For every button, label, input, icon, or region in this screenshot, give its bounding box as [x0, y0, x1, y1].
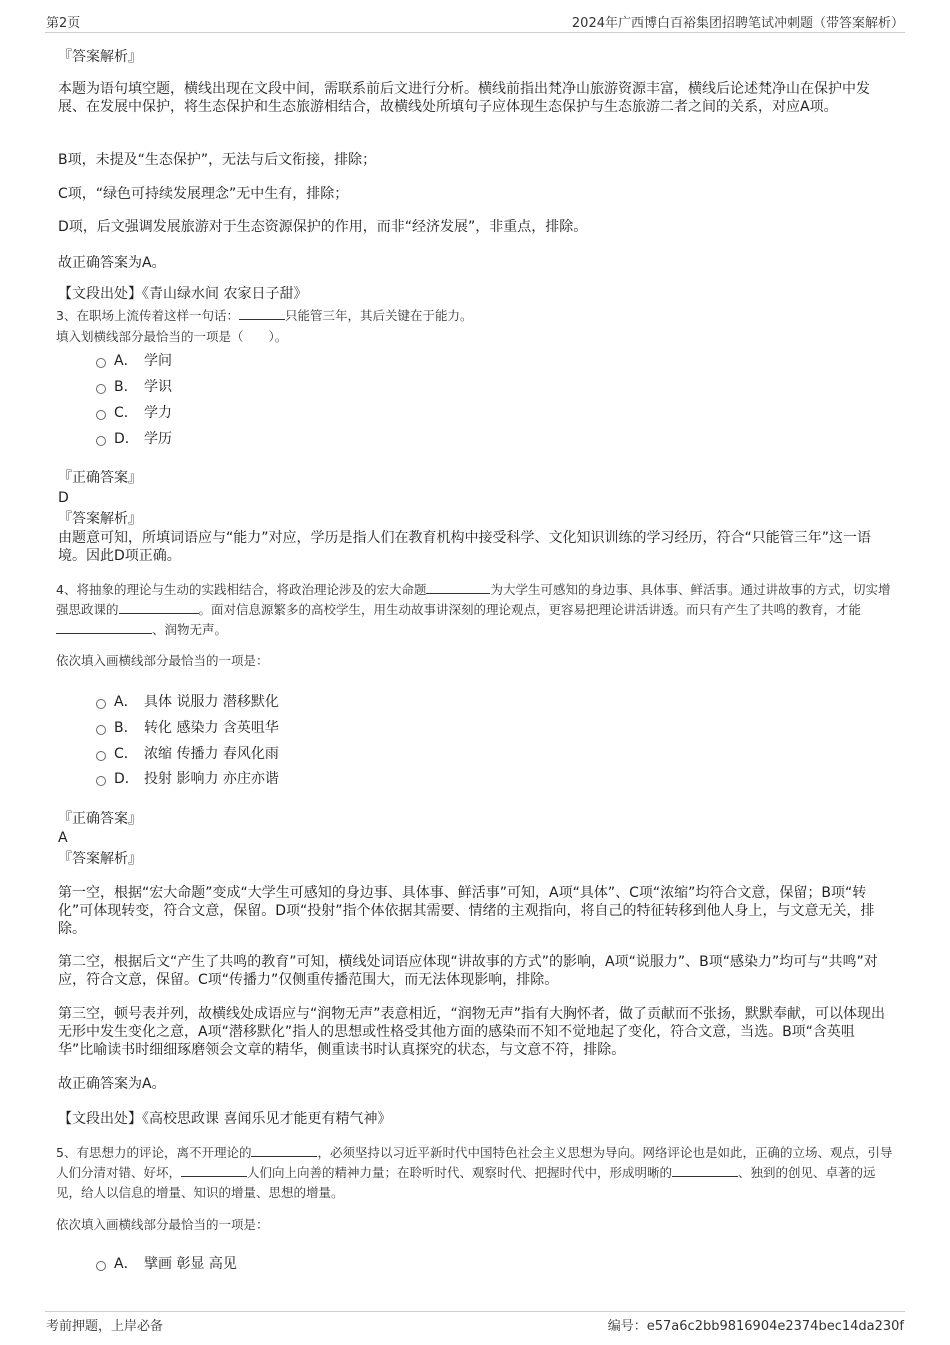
header-divider [45, 32, 905, 33]
option-text: 学问 [144, 353, 172, 369]
q4-stem [56, 580, 896, 640]
q3-analysis-label: 『答案解析』 [58, 511, 142, 527]
q4-answer: A [58, 830, 68, 846]
radio-icon[interactable] [96, 1261, 106, 1271]
option-text: 学识 [144, 379, 172, 395]
radio-icon[interactable] [96, 776, 106, 786]
q4-stem-part: 为大学生可感知的身边事、具体事、鲜活事。通过讲故事的方式，切实增强思政课的 [56, 582, 891, 617]
q5-option-a[interactable] [96, 1253, 237, 1273]
radio-icon[interactable] [96, 410, 106, 420]
footer-serial: 编号：e57a6c2bb9816904e2374bec14da230f [607, 1319, 904, 1334]
q5-stem-part: 5、有思想力的评论，离不开理论的 [56, 1145, 252, 1160]
q5-stem-part: ，必须坚持以习近平新时代中国特色社会主义思想为导向。网络评论也是如此，正确的立场、观点，引导人们分清对错、好坏， [56, 1145, 893, 1180]
q4-blank-3 [56, 620, 152, 634]
q4-prompt: 依次填入画横线部分最恰当的一项是： [56, 653, 269, 668]
q3-stem-end: 只能管三年，其后关键在于能力。 [284, 308, 473, 323]
q2-analysis-p4: D项，后文强调发展旅游对于生态资源保护的作用，而非“经济发展”，非重点，排除。 [58, 219, 588, 235]
q4-stem-part: 。面对信息源繁多的高校学生，用生动故事讲深刻的理论观点，更容易把理论讲活讲透。而只有产生了共鸣的教育，才能 [198, 602, 862, 617]
q5-prompt: 依次填入画横线部分最恰当的一项是： [56, 1217, 269, 1232]
option-letter: C． [114, 746, 138, 762]
q3-option-a[interactable] [96, 350, 172, 370]
q5-blank-1 [251, 1143, 317, 1157]
q4-option-d[interactable] [96, 768, 279, 788]
q2-analysis-label: 『答案解析』 [58, 49, 142, 65]
q4-blank-1 [426, 580, 490, 594]
option-text: 学力 [144, 405, 172, 421]
radio-icon[interactable] [96, 436, 106, 446]
q4-source: 【文段出处】《高校思政课 喜闻乐见才能更有精气神》 [58, 1111, 392, 1127]
option-text: 学历 [144, 431, 172, 447]
q3-option-d[interactable] [96, 428, 172, 448]
q2-analysis-p1: 本题为语句填空题，横线出现在文段中间，需联系前后文进行分析。横线前指出梵净山旅游资源丰富，横线后论述梵净山在保护中发展、在发展中保护，将生态保护和生态旅游相结合，故横线处所填句子应体现生态保护与生态旅游二者之间的关系，对应A项。 [58, 81, 870, 115]
q4-analysis-p2: 第二空，根据后文“产生了共鸣的教育”可知，横线处词语应体现“讲故事的方式”的影响，A项“说服力”、B项“感染力”均可与“共鸣”对应，符合文意，保留。C项“传播力”仅侧重传播范围大，而无法体现影响，排除。 [58, 954, 878, 988]
q2-conclusion: 故正确答案为A。 [58, 255, 166, 271]
option-letter: A． [114, 1256, 138, 1272]
option-text: 擘画 彰显 高见 [144, 1256, 237, 1272]
q4-analysis-p1: 第一空，根据“宏大命题”变成“大学生可感知的身边事、具体事、鲜活事”可知，A项“具体”、C项“浓缩”均符合文意，保留；B项“转化”可体现转变，符合文意，保留。D项“投射”指个体依据其需要、情绪的主观指向，将自己的特征转移到他人身上，与文意无关，排除。 [58, 885, 875, 937]
q4-option-a[interactable] [96, 691, 279, 711]
q3-answer-label: 『正确答案』 [58, 470, 142, 486]
radio-icon[interactable] [96, 384, 106, 394]
q5-blank-3 [672, 1163, 738, 1177]
q3-analysis: 由题意可知，所填词语应与“能力”对应，学历是指人们在教育机构中接受科学、文化知识训练的学习经历，符合“只能管三年”这一语境。因此D项正确。 [58, 530, 872, 564]
page-number: 第2页 [46, 16, 81, 31]
q4-analysis-label: 『答案解析』 [58, 851, 142, 867]
document-title: 2024年广西博白百裕集团招聘笔试冲刺题（带答案解析） [571, 16, 904, 31]
q4-stem-part: 、润物无声。 [152, 622, 228, 637]
option-letter: A． [114, 353, 138, 369]
q2-analysis-p2: B项，未提及“生态保护”，无法与后文衔接，排除； [58, 152, 377, 168]
q5-stem-part: 、独到的创见、卓著的远见，给人以信息的增量、知识的增量、思想的增量。 [56, 1165, 876, 1200]
radio-icon[interactable] [96, 751, 106, 761]
q2-source: 【文段出处】《青山绿水间 农家日子甜》 [58, 286, 308, 302]
q4-stem-part: 4、将抽象的理论与生动的实践相结合，将政治理论涉及的宏大命题 [56, 582, 427, 597]
q5-stem-part: 人们向上向善的精神力量；在聆听时代、观察时代、把握时代中，形成明晰的 [247, 1165, 673, 1180]
option-letter: B． [114, 379, 138, 395]
footer-divider [45, 1311, 905, 1312]
q4-option-b[interactable] [96, 717, 279, 737]
q4-analysis-p3: 第三空，顿号表并列，故横线处成语应与“润物无声”表意相近，“润物无声”指有大胸怀者，做了贡献而不张扬，默默奉献，可以体现出无形中发生变化之意，A项“潜移默化”指人的思想或性格受其他方面的感染而不知不觉地起了变化，符合文意，当选。B项“含英咀华”比喻读书时细细琢磨领会文章的精华，侧重读书时认真探究的状态，与文意不符，排除。 [58, 1006, 886, 1058]
option-text: 投射 影响力 亦庄亦谐 [144, 771, 279, 787]
option-letter: D． [114, 771, 139, 787]
option-text: 转化 感染力 含英咀华 [144, 720, 279, 736]
q3-prompt: 填入划横线部分最恰当的一项是（ ）。 [56, 329, 288, 344]
q4-answer-label: 『正确答案』 [58, 811, 142, 827]
q4-option-c[interactable] [96, 743, 279, 763]
q5-stem [56, 1143, 896, 1203]
q3-stem [56, 306, 901, 326]
q3-stem-start: 3、在职场上流传着这样一句话： [56, 308, 239, 323]
option-letter: A． [114, 694, 138, 710]
q3-option-b[interactable] [96, 376, 172, 396]
q4-blank-2 [119, 600, 199, 614]
q3-answer: D [58, 490, 69, 506]
q5-blank-2 [181, 1163, 247, 1177]
q3-blank [239, 306, 285, 320]
option-text: 浓缩 传播力 春风化雨 [144, 746, 279, 762]
option-letter: B． [114, 720, 138, 736]
q2-analysis-p3: C项，“绿色可持续发展理念”无中生有，排除； [58, 186, 349, 202]
option-letter: D． [114, 431, 139, 447]
radio-icon[interactable] [96, 699, 106, 709]
footer-slogan: 考前押题，上岸必备 [46, 1319, 164, 1334]
q4-conclusion: 故正确答案为A。 [58, 1076, 166, 1092]
q3-option-c[interactable] [96, 402, 172, 422]
option-text: 具体 说服力 潜移默化 [144, 694, 279, 710]
option-letter: C． [114, 405, 138, 421]
radio-icon[interactable] [96, 725, 106, 735]
radio-icon[interactable] [96, 358, 106, 368]
